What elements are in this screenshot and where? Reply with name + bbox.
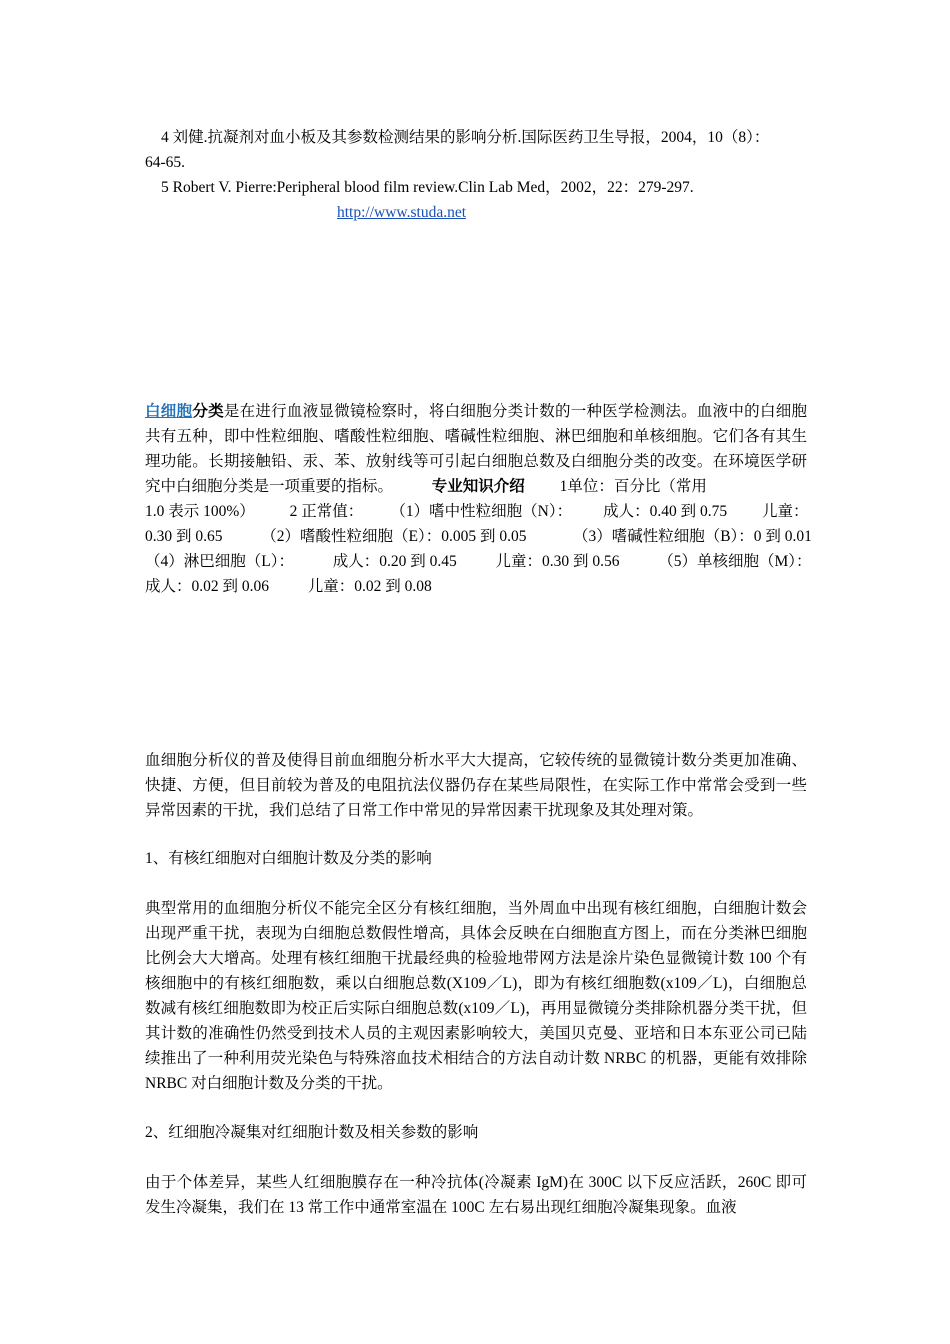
wbc-unit-label: 1单位：百分比（常用	[559, 478, 707, 495]
site-link[interactable]: http://www.studa.net	[337, 204, 467, 221]
wbc-intro-body: 是在进行血液显微镜检察时，将白细胞分类计数的一种医学检测法。血液中的白细胞共有五种，即中性粒细胞、嗜酸性粒细胞、嗜碱性粒细胞、淋巴细胞和单核细胞。它们各有其生理功能。长期接触铅、汞、苯、放射线等可引起白细胞总数及白细胞分类的改变。在环境医学研究中白细胞分类是一项重要的指标。	[145, 403, 807, 495]
wbc-line-2: 1.0 表示 100%） 2 正常值： （1）嗜中性粒细胞（N）： 成人：0.40 到 0.75 儿童：	[145, 503, 809, 520]
reference-4-line2: 64-65.	[145, 154, 186, 171]
wbc-line-3: 0.30 到 0.65 （2）嗜酸性粒细胞（E）：0.005 到 0.05 （3）嗜碱性粒细胞（B）：0 到 0.01	[145, 528, 812, 545]
wbc-line-4: （4）淋巴细胞（L）： 成人：0.20 到 0.45 儿童：0.30 到 0.56 （5）单核细胞（M）：	[145, 553, 812, 570]
nrbc-paragraph: 典型常用的血细胞分析仪不能完全区分有核红细胞，当外周血中出现有核红细胞，白细胞计数会出现严重干扰，表现为白细胞总数假性增高，具体会反映在白细胞直方图上，而在分类淋巴细胞比例会大大增高。处理有核红细胞干扰最经典的检验地带网方法是涂片染色显微镜计数 100 个有核细胞中的有核红细胞数，乘以白细胞总数(X109／L)，即为有核红细胞数(x109／L)，白细胞总数减有核红细胞数即为校正后实际白细胞总数(x109／L)，再用显微镜分类排除机器分类干扰，但其计数的准确性仍然受到技术人员的主观因素影响较大，美国贝克曼、亚培和日本东亚公司已陆续推出了一种利用荧光染色与特殊溶血技术相结合的方法自动计数 NRBC 的机器，更能有效排除 NRBC 对白细胞计数及分类的干扰。	[145, 900, 807, 1092]
wbc-bold-term: 分类	[192, 403, 224, 420]
reference-5: 5 Robert V. Pierre:Peripheral blood film review.Clin Lab Med，2002，22：279-297.	[161, 179, 694, 196]
wbc-intro-paragraph	[145, 399, 807, 499]
analyzer-paragraph: 血细胞分析仪的普及使得目前血细胞分析水平大大提高，它较传统的显微镜计数分类更加准确、快捷、方便，但目前较为普及的电阻抗法仪器仍存在某些局限性，在实际工作中常常会受到一些异常因素的干扰，我们总结了日常工作中常见的异常因素干扰现象及其处理对策。	[145, 752, 807, 819]
reference-4-line1: 4 刘健.抗凝剂对血小板及其参数检测结果的影响分析.国际医药卫生导报，2004，10（8）：	[161, 129, 770, 146]
reference-4	[145, 125, 807, 175]
section-heading-1: 1、有核红细胞对白细胞计数及分类的影响	[145, 850, 432, 867]
cold-agglutination-paragraph: 由于个体差异，某些人红细胞膜存在一种冷抗体(冷凝素 IgM)在 300C 以下反应活跃，260C 即可发生冷凝集，我们在 13 常工作中通常室温在 100C 左右易出现红细胞冷凝集现象。血液	[145, 1174, 807, 1216]
wbc-line-5: 成人：0.02 到 0.06 儿童：0.02 到 0.08	[145, 578, 432, 595]
site-link-line	[337, 200, 637, 225]
wbc-intro-heading: 专业知识介绍	[431, 478, 525, 495]
wbc-link[interactable]: 白细胞	[145, 403, 193, 420]
section-heading-2: 2、红细胞冷凝集对红细胞计数及相关参数的影响	[145, 1124, 479, 1141]
